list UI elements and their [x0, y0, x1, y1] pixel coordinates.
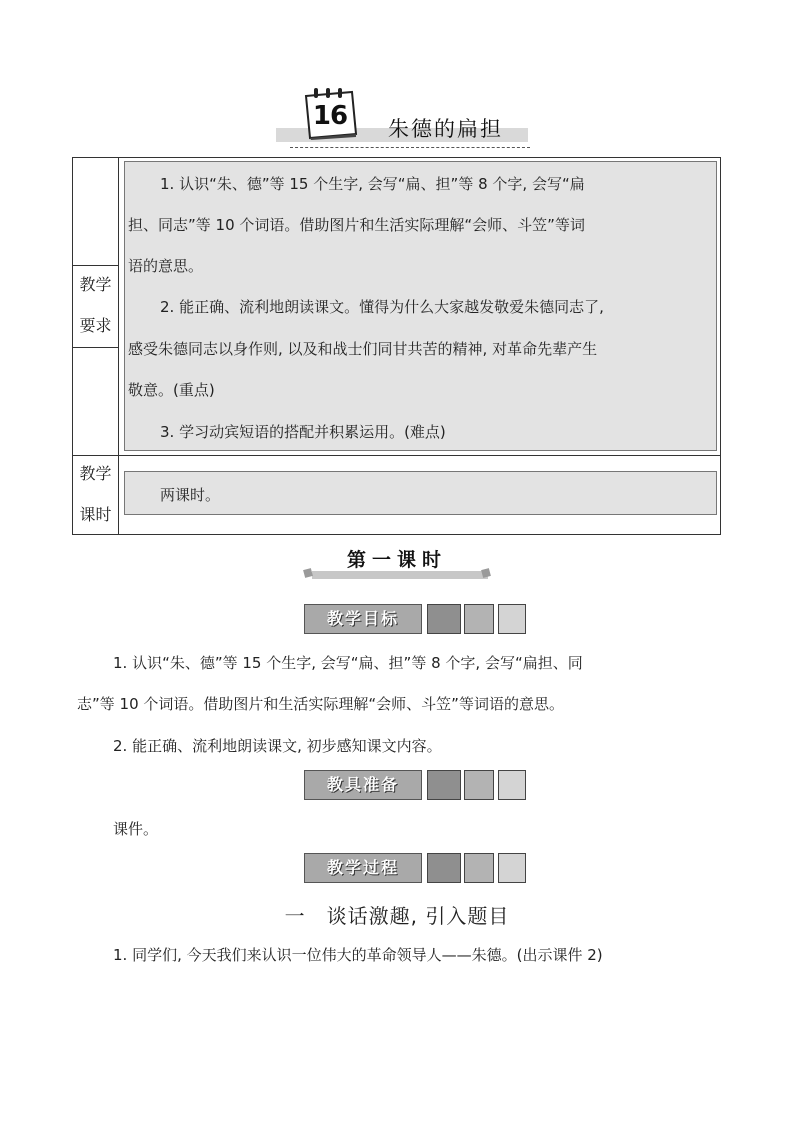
- requirement-line: 敬意。(重点): [128, 381, 215, 399]
- objectives-banner: [304, 604, 526, 634]
- decor-square: [464, 853, 494, 883]
- decor-square: [427, 853, 461, 883]
- materials-banner-label: 教具准备: [304, 770, 422, 800]
- materials-banner: [304, 770, 526, 800]
- decor-square: [427, 770, 461, 800]
- requirement-line: 2. 能正确、流利地朗读课文。懂得为什么大家越发敬爱朱德同志了,: [160, 298, 604, 316]
- period-label-line2: 课时: [79, 505, 112, 524]
- section-title-underline: [312, 571, 488, 579]
- label-divider: [72, 347, 119, 348]
- label-divider: [72, 265, 119, 266]
- requirement-line: 3. 学习动宾短语的搭配并积累运用。(难点): [160, 423, 446, 441]
- process-banner-label: 教学过程: [304, 853, 422, 883]
- period-text: 两课时。: [160, 486, 221, 504]
- decor-square: [498, 853, 526, 883]
- requirement-line: 担、同志”等 10 个词语。借助图片和生活实际理解“会师、斗笠”等词: [128, 216, 585, 234]
- decor-square: [498, 604, 526, 634]
- objectives-banner-label: 教学目标: [304, 604, 422, 634]
- requirements-label-line2: 要求: [79, 316, 112, 335]
- process-banner: [304, 853, 526, 883]
- decor-square: [464, 604, 494, 634]
- section-title: 第一课时: [346, 549, 447, 571]
- decor-square: [498, 770, 526, 800]
- requirement-line: 语的意思。: [128, 257, 204, 275]
- requirement-line: 感受朱德同志以身作则, 以及和战士们同甘共苦的精神, 对革命先辈产生: [128, 340, 598, 358]
- step-title: 一 谈话激趣, 引入题目: [284, 904, 510, 928]
- objective-line: 志”等 10 个词语。借助图片和生活实际理解“会师、斗笠”等词语的意思。: [77, 695, 564, 713]
- lesson-title: 朱德的扁担: [388, 117, 503, 141]
- objective-line: 2. 能正确、流利地朗读课文, 初步感知课文内容。: [113, 737, 442, 755]
- lesson-number: 16: [312, 101, 348, 131]
- requirements-label-line1: 教学: [79, 275, 112, 294]
- decor-square: [464, 770, 494, 800]
- requirement-line: 1. 认识“朱、德”等 15 个生字, 会写“扁、担”等 8 个字, 会写“扁: [160, 175, 585, 193]
- period-label-line1: 教学: [79, 464, 112, 483]
- decor-square: [427, 604, 461, 634]
- objective-line: 1. 认识“朱、德”等 15 个生字, 会写“扁、担”等 8 个字, 会写“扁担、同: [113, 654, 583, 672]
- process-line: 1. 同学们, 今天我们来认识一位伟大的革命领导人——朱德。(出示课件 2): [113, 946, 603, 964]
- decor-square: [481, 568, 491, 578]
- table-row-divider: [72, 455, 721, 456]
- materials-text: 课件。: [113, 820, 159, 838]
- title-divider: [290, 147, 530, 148]
